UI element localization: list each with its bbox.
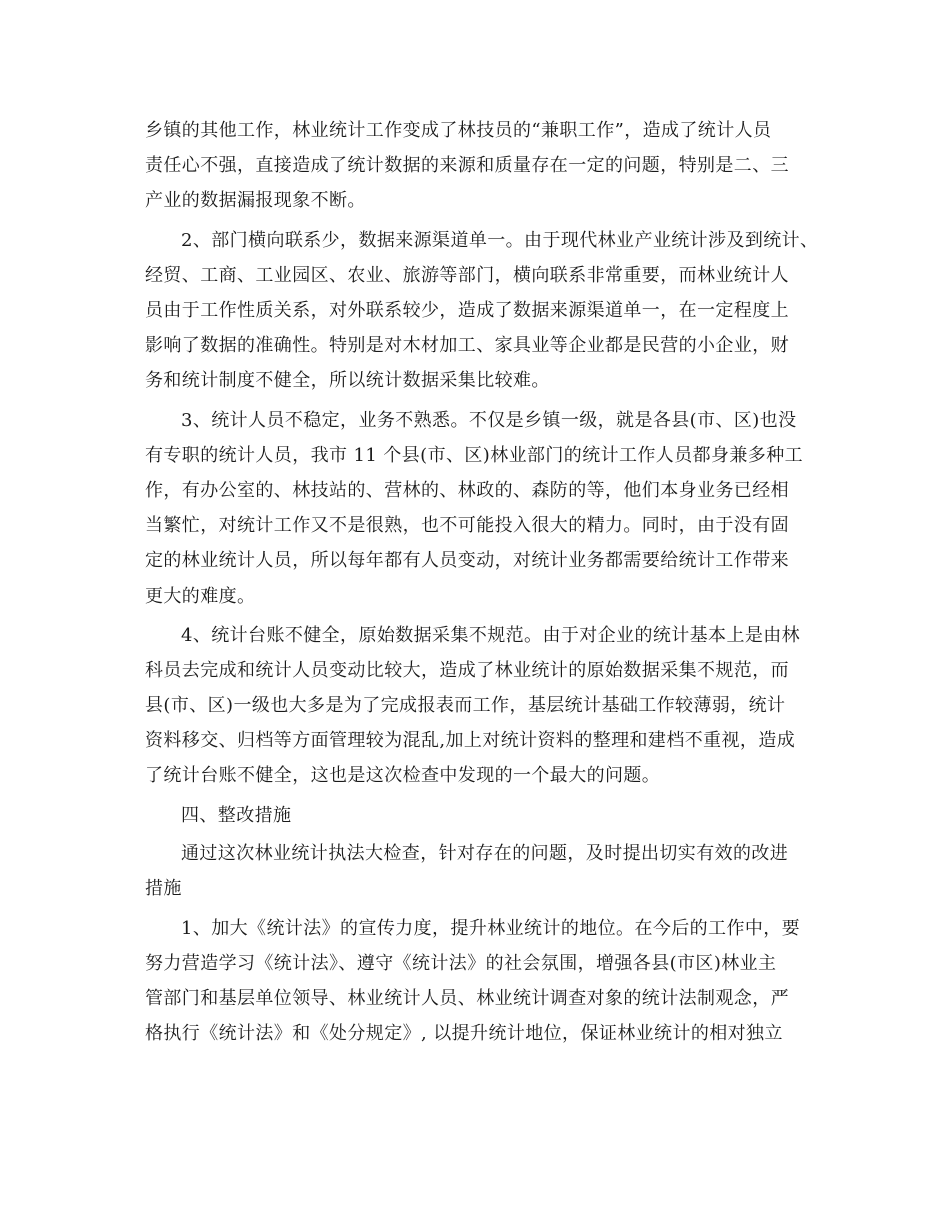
text-line: 责任心不强，直接造成了统计数据的来源和质量存在一定的问题，特别是二、三 — [145, 155, 789, 176]
text-line: 县(市、区)一级也大多是为了完成报表而工作，基层统计基础工作较薄弱，统计 — [145, 695, 786, 716]
text-line: 了统计台账不健全，这也是这次检查中发现的一个最大的问题。 — [145, 765, 661, 786]
text-line: 定的林业统计人员，所以每年都有人员变动，对统计业务都需要给统计工作带来 — [145, 550, 789, 571]
text-line: 更大的难度。 — [145, 586, 256, 607]
text-line: 格执行《统计法》和《处分规定》, 以提升统计地位，保证林业统计的相对独立 — [145, 1023, 783, 1044]
text-line: 管部门和基层单位领导、林业统计人员、林业统计调查对象的统计法制观念，严 — [145, 988, 789, 1009]
text-line: 1、加大《统计法》的宣传力度，提升林业统计的地位。在今后的工作中，要 — [181, 918, 801, 939]
text-line: 3、统计人员不稳定，业务不熟悉。不仅是乡镇一级，就是各县(市、区)也没 — [181, 410, 797, 431]
text-line: 影响了数据的准确性。特别是对木材加工、家具业等企业都是民营的小企业，财 — [145, 335, 789, 356]
text-line: 4、统计台账不健全，原始数据采集不规范。由于对企业的统计基本上是由林 — [181, 625, 801, 646]
text-line: 有专职的统计人员，我市 11 个县(市、区)林业部门的统计工作人员都身兼多种工 — [145, 445, 803, 466]
text-line: 措施 — [145, 878, 182, 899]
text-line: 努力营造学习《统计法》、遵守《统计法》的社会氛围，增强各县(市区)林业主 — [145, 953, 777, 974]
text-line: 作，有办公室的、林技站的、营林的、林政的、森防的等，他们本身业务已经相 — [145, 480, 789, 501]
text-line: 经贸、工商、工业园区、农业、旅游等部门，横向联系非常重要，而林业统计人 — [145, 265, 789, 286]
text-line: 员由于工作性质关系，对外联系较少，造成了数据来源渠道单一，在一定程度上 — [145, 300, 789, 321]
text-line: 科员去完成和统计人员变动比较大，造成了林业统计的原始数据采集不规范，而 — [145, 660, 789, 681]
text-line: 乡镇的其他工作，林业统计工作变成了林技员的“兼职工作”，造成了统计人员 — [145, 120, 772, 141]
text-line: 资料移交、归档等方面管理较为混乱,加上对统计资料的整理和建档不重视，造成 — [145, 730, 796, 751]
text-line: 产业的数据漏报现象不断。 — [145, 190, 366, 211]
text-line: 2、部门横向联系少，数据来源渠道单一。由于现代林业产业统计涉及到统计、 — [181, 230, 819, 251]
text-line: 当繁忙，对统计工作又不是很熟，也不可能投入很大的精力。同时，由于没有固 — [145, 515, 789, 536]
text-line: 务和统计制度不健全，所以统计数据采集比较难。 — [145, 370, 550, 391]
text-line: 通过这次林业统计执法大检查，针对存在的问题，及时提出切实有效的改进 — [181, 843, 789, 864]
section-heading: 四、整改措施 — [181, 805, 292, 826]
